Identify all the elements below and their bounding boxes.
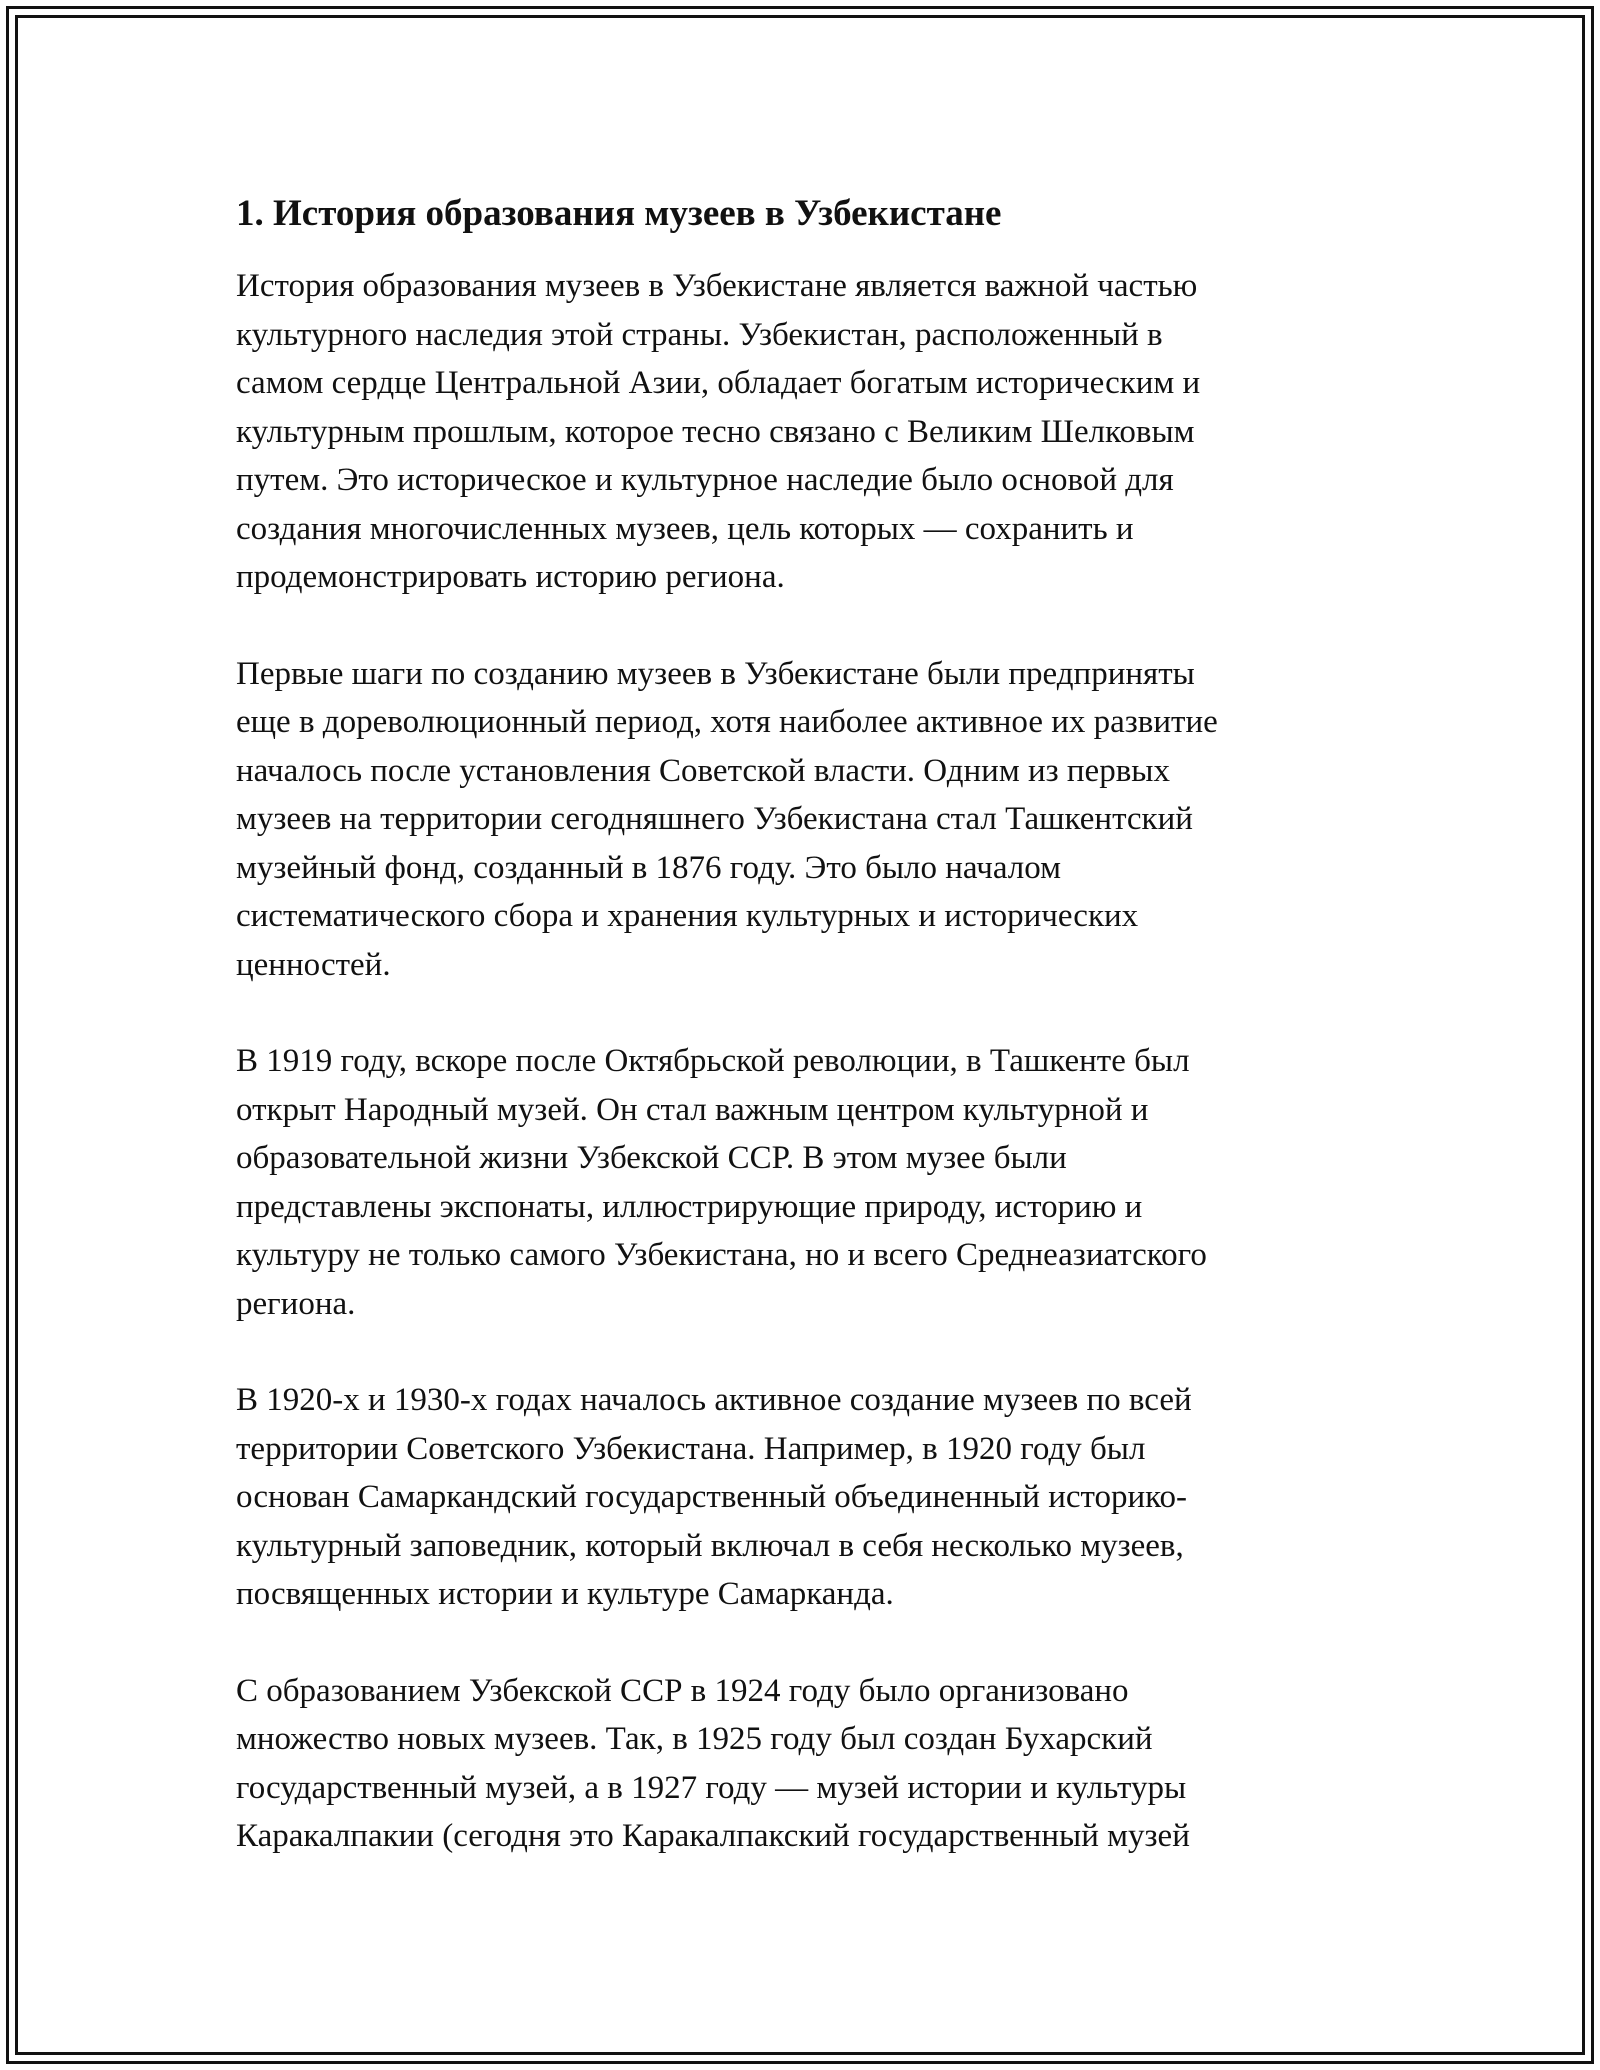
body-paragraph	[236, 650, 1356, 990]
paragraph-line: создания многочисленных музеев, цель которых — сохранить и	[236, 510, 1134, 547]
body-paragraph	[236, 1037, 1356, 1328]
paragraph-line: началось после установления Советской власти. Одним из первых	[236, 752, 1170, 789]
paragraph-line: самом сердце Центральной Азии, обладает богатым историческим и	[236, 365, 1201, 401]
body-paragraph	[236, 1667, 1356, 1861]
paragraph-line: систематического сбора и хранения культурных и исторических	[236, 898, 1139, 934]
paragraph-line: музеев на территории сегодняшнего Узбекистана стал Ташкентский	[236, 801, 1193, 837]
paragraph-line: еще в дореволюционный период, хотя наиболее активное их развитие	[236, 704, 1218, 740]
paragraph-line: государственный музей, а в 1927 году — музей истории и культуры	[236, 1769, 1187, 1806]
paragraph-line: культурного наследия этой страны. Узбекистан, расположенный в	[236, 316, 1163, 353]
paragraph-line: музейный фонд, созданный в 1876 году. Это было началом	[236, 849, 1061, 886]
body-paragraph	[236, 262, 1356, 602]
paragraph-line: ценностей.	[236, 946, 391, 983]
paragraph-line: продемонстрировать историю региона.	[236, 559, 785, 595]
paragraph-line: образовательной жизни Узбекской ССР. В этом музее были	[236, 1140, 1067, 1176]
paragraph-list	[236, 262, 1356, 1861]
paragraph-line: представлены экспонаты, иллюстрирующие природу, историю и	[236, 1188, 1143, 1225]
paragraph-line: территории Советского Узбекистана. Например, в 1920 году был	[236, 1430, 1146, 1467]
paragraph-line: Каракалпакии (сегодня это Каракалпакский государственный музей	[236, 1818, 1190, 1854]
paragraph-line: культуру не только самого Узбекистана, но и всего Среднеазиатского	[236, 1237, 1207, 1273]
paragraph-line: культурный заповедник, который включал в себя несколько музеев,	[236, 1527, 1184, 1564]
paragraph-line: В 1919 году, вскоре после Октябрьской революции, в Ташкенте был	[236, 1043, 1190, 1079]
document-body	[236, 186, 1356, 1909]
paragraph-line: С образованием Узбекской ССР в 1924 году было организовано	[236, 1672, 1129, 1709]
paragraph-line: открыт Народный музей. Он стал важным центром культурной и	[236, 1091, 1149, 1128]
paragraph-line: История образования музеев в Узбекистане является важной частью	[236, 268, 1198, 304]
body-paragraph	[236, 1376, 1356, 1619]
paragraph-line: Первые шаги по созданию музеев в Узбекистане были предприняты	[236, 655, 1195, 692]
paragraph-line: основан Самаркандский государственный объединенный историко-	[236, 1479, 1187, 1515]
paragraph-line: множество новых музеев. Так, в 1925 году был создан Бухарский	[236, 1721, 1153, 1757]
paragraph-line: посвященных истории и культуре Самарканда.	[236, 1576, 894, 1612]
paragraph-line: культурным прошлым, которое тесно связано с Великим Шелковым	[236, 413, 1195, 450]
paragraph-line: В 1920-х и 1930-х годах началось активное создание музеев по всей	[236, 1382, 1192, 1418]
paragraph-line: региона.	[236, 1285, 356, 1322]
paragraph-line: путем. Это историческое и культурное наследие было основой для	[236, 462, 1174, 498]
section-heading: 1. История образования музеев в Узбекистане	[236, 193, 1002, 234]
